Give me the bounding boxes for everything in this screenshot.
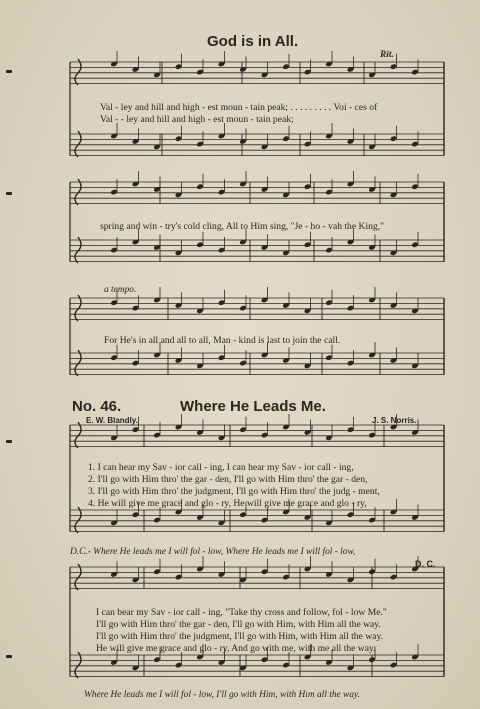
clef-icon [75,237,81,263]
verse-line: 1. I can hear my Sav - ior call - ing, I can hear my Sav - ior call - ing, [88,462,354,473]
verse-line: He will give me grace and glo - ry, And go with me, with me all the way. [96,643,376,654]
da-capo-marking: D. C. [415,559,436,569]
verse-line: I can bear my Sav - ior call - ing, "Take thy cross and follow, fol - low Me." [96,607,387,618]
tempo-marking-rit: Rit. [380,50,394,60]
hymn-number: No. 46. [72,398,122,415]
clef-icon [75,507,81,533]
composer-credit: J. S. Norris. [372,416,417,425]
clef-icon [75,59,81,85]
clef-icon [75,131,81,157]
lyric-line: Val - - ley and hill and high - est moun - tain peak; [100,114,294,125]
refrain-line: D.C.- Where He leads me I will fol - low, Where He leads me I will fol - low, [70,547,356,557]
verse-line: 3. I'll go with Him thro' the judgment, I'll go with Him thro' the judg - ment, [88,486,380,497]
verse-line: 4. He will give me grace and glo - ry, He will give me grace and glo - ry, [88,498,367,509]
clef-icon [75,179,81,205]
refrain-line: Where He leads me I will fol - low, I'll go with Him, with Hım all the way. [84,690,360,700]
tempo-marking-a-tempo: a tempo. [104,285,137,295]
hymn-title: Where He Leads Me. [180,398,326,415]
lyric-line: spring and win - try's cold cling, All to Him sing, "Je - ho - vah the King," [100,221,385,232]
lyric-line: For He's in all and all to all, Man - kind is last to join the call. [104,335,341,346]
clef-icon [75,295,81,321]
hymn-title: God is in All. [207,33,299,50]
verse-line: I'll go with Him thro' the judgment, I'll go with Him, with Him all the way. [96,631,384,642]
clef-icon [75,652,81,678]
verse-line: 2. I'll go with Him thro' the gar - den, I'll go with Him thro' the gar - den, [88,474,368,485]
author-credit: E. W. Blandly. [86,416,138,425]
clef-icon [75,350,81,376]
verse-line: I'll go with Him thro' the gar - den, I'll go with Him, with Him all the way. [96,619,381,630]
clef-icon [75,564,81,590]
clef-icon [75,422,81,448]
lyric-line: Val - ley and hill and high - est moun - tain peak; . . . . . . . . . Voi - ces of [100,102,378,113]
